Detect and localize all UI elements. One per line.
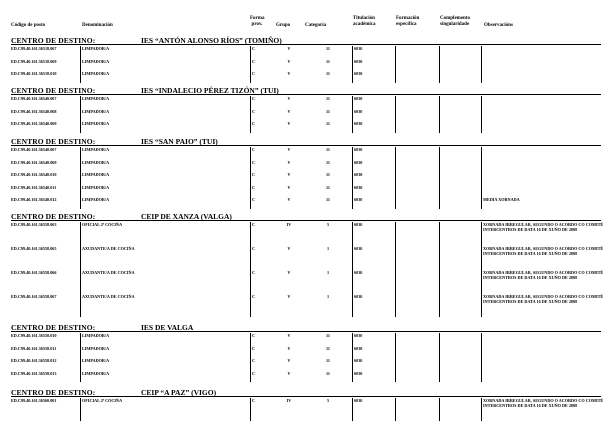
category: 11 bbox=[326, 172, 330, 178]
provision-form: C bbox=[252, 333, 256, 338]
academic-degree: 6030 bbox=[354, 184, 363, 190]
table-row bbox=[0, 223, 615, 247]
group: V bbox=[287, 159, 291, 165]
provision-form: C bbox=[252, 345, 256, 351]
academic-degree: 6030 bbox=[354, 294, 363, 299]
category: 11 bbox=[326, 108, 330, 114]
group: V bbox=[287, 358, 291, 364]
section-header bbox=[11, 323, 601, 333]
category: 11 bbox=[326, 96, 330, 101]
column-rule bbox=[439, 222, 440, 317]
provision-form: C bbox=[252, 398, 256, 403]
column-rule bbox=[352, 222, 353, 317]
category: 11 bbox=[326, 184, 330, 190]
column-rule bbox=[250, 46, 251, 83]
category: 11 bbox=[326, 71, 330, 77]
section-label: CENTRO DE DESTINO: bbox=[11, 323, 96, 332]
category: 5 bbox=[326, 398, 330, 403]
academic-degree: 6030 bbox=[354, 333, 363, 338]
table-row bbox=[0, 359, 615, 372]
academic-degree: 6030 bbox=[354, 370, 363, 376]
position-code: ED.C99.40.161.36540.011 bbox=[11, 184, 57, 190]
academic-degree: 6030 bbox=[354, 71, 363, 77]
table-row bbox=[0, 173, 615, 186]
position-denomination: LIMPADOR/A bbox=[82, 147, 110, 152]
academic-degree: 6030 bbox=[354, 96, 363, 101]
column-rule bbox=[439, 147, 440, 209]
table-row bbox=[0, 198, 615, 211]
position-code: ED.C99.40.161.36518.069 bbox=[11, 58, 57, 64]
provision-form: C bbox=[252, 172, 256, 178]
position-code: ED.C99.40.161.36540.010 bbox=[11, 172, 57, 178]
column-rule bbox=[250, 222, 251, 317]
table-row bbox=[0, 97, 615, 110]
header-codigo: Código de posto bbox=[11, 23, 46, 28]
category: 1 bbox=[326, 270, 330, 275]
table-row bbox=[0, 271, 615, 295]
category: 11 bbox=[326, 147, 330, 152]
position-denomination: AXUDANTE/A DE COCIÑA bbox=[82, 246, 135, 251]
provision-form: C bbox=[252, 46, 256, 51]
column-rule bbox=[352, 46, 353, 83]
section-divider bbox=[11, 220, 601, 221]
observations: XORNADA IRREGULAR, SEGUNDO O ACORDO CO COMITÉ INTERCENTROS DE DATA 16 DE XUÑO DE 2008 bbox=[483, 222, 604, 232]
section-header bbox=[11, 388, 601, 398]
position-code: ED.C99.40.161.36558.012 bbox=[11, 358, 57, 364]
section-name: CEIP “A PAZ” (VIGO) bbox=[141, 388, 217, 397]
category: 1 bbox=[326, 246, 330, 251]
table-row bbox=[0, 372, 615, 385]
category: 1 bbox=[326, 294, 330, 299]
category: 11 bbox=[326, 345, 330, 351]
column-rule bbox=[80, 96, 81, 133]
provision-form: C bbox=[252, 358, 256, 364]
category: 11 bbox=[326, 58, 330, 64]
group: V bbox=[287, 96, 291, 101]
table-row bbox=[0, 295, 615, 319]
column-rule bbox=[395, 147, 396, 209]
position-code: ED.C99.40.161.36540.069 bbox=[11, 121, 57, 127]
header-titulacion-line2: académica bbox=[353, 21, 376, 27]
group: V bbox=[287, 121, 291, 127]
position-code: ED.C99.40.161.36558.063 bbox=[11, 222, 57, 227]
header-observaciones: Observacións bbox=[484, 23, 513, 28]
academic-degree: 6030 bbox=[354, 108, 363, 114]
section-label: CENTRO DE DESTINO: bbox=[11, 137, 96, 146]
position-denomination: LIMPADOR/A bbox=[82, 172, 110, 178]
position-denomination: LIMPADOR/A bbox=[82, 333, 110, 338]
table-row bbox=[0, 399, 615, 423]
academic-degree: 6030 bbox=[354, 159, 363, 165]
position-code: ED.C99.40.161.36540.068 bbox=[11, 108, 57, 114]
observations: XORNADA IRREGULAR, SEGUNDO O ACORDO CO COMITÉ INTERCENTROS DE DATA 16 DE XUÑO DE 2008 bbox=[483, 270, 604, 280]
group: IV bbox=[286, 398, 292, 403]
category: 11 bbox=[326, 358, 330, 364]
academic-degree: 6030 bbox=[354, 270, 363, 275]
table-row bbox=[0, 148, 615, 161]
column-rule bbox=[352, 398, 353, 421]
column-rule bbox=[250, 398, 251, 421]
provision-form: C bbox=[252, 147, 256, 152]
header-complemento-line2: singularidade bbox=[440, 21, 470, 27]
header-titulacion-line1: Titulación bbox=[353, 16, 375, 21]
section-name: IES “INDALECIO PÉREZ TIZÓN” (TUI) bbox=[141, 86, 279, 95]
category: 11 bbox=[326, 121, 330, 127]
column-rule bbox=[481, 147, 482, 209]
group: IV bbox=[286, 222, 292, 227]
table-row bbox=[0, 47, 615, 60]
position-code: ED.C99.40.161.36558.066 bbox=[11, 270, 57, 275]
column-rule bbox=[250, 96, 251, 133]
position-code: ED.C99.40.161.36540.067 bbox=[11, 96, 57, 101]
header-denominacion: Denominación bbox=[82, 23, 113, 28]
group: V bbox=[287, 345, 291, 351]
provision-form: C bbox=[252, 121, 256, 127]
observations: XORNADA IRREGULAR, SEGUNDO O ACORDO CO COMITÉ INTERCENTROS DE DATA 16 DE XUÑO DE 2008 bbox=[483, 294, 604, 304]
header-complemento-line1: Complemento bbox=[440, 16, 470, 21]
header-categoria: Categoría bbox=[305, 23, 327, 28]
academic-degree: 6030 bbox=[354, 345, 363, 351]
column-rule bbox=[481, 333, 482, 382]
provision-form: C bbox=[252, 246, 256, 251]
group: V bbox=[287, 184, 291, 190]
section-divider bbox=[11, 331, 601, 332]
observations: XORNADA IRREGULAR, SEGUNDO O ACORDO CO COMITÉ INTERCENTROS DE DATA 16 DE XUÑO DE 2008 bbox=[483, 246, 604, 256]
column-rule bbox=[352, 333, 353, 382]
section-divider bbox=[11, 94, 601, 95]
group: V bbox=[287, 270, 291, 275]
position-denomination: LIMPADOR/A bbox=[82, 370, 110, 376]
column-rule bbox=[250, 147, 251, 209]
column-rule bbox=[80, 46, 81, 83]
provision-form: C bbox=[252, 197, 256, 203]
position-code: ED.C99.40.161.36558.067 bbox=[11, 294, 57, 299]
academic-degree: 6030 bbox=[354, 147, 363, 152]
column-rule bbox=[481, 222, 482, 317]
header-formacion bbox=[396, 16, 419, 27]
academic-degree: 6030 bbox=[354, 46, 363, 51]
section-name: CEIP DE XANZA (VALGA) bbox=[141, 212, 232, 221]
section-label: CENTRO DE DESTINO: bbox=[11, 86, 96, 95]
column-rule bbox=[80, 398, 81, 421]
column-rule bbox=[352, 147, 353, 209]
column-rule bbox=[395, 333, 396, 382]
position-code: ED.C99.40.161.36518.067 bbox=[11, 46, 57, 51]
category: 11 bbox=[326, 46, 330, 51]
section-divider bbox=[11, 145, 601, 146]
section-label: CENTRO DE DESTINO: bbox=[11, 36, 96, 45]
header-forma-line2: prov. bbox=[251, 21, 263, 27]
academic-degree: 6030 bbox=[354, 246, 363, 251]
header-grupo: Grupo bbox=[276, 23, 291, 28]
section-label: CENTRO DE DESTINO: bbox=[11, 388, 96, 397]
column-rule bbox=[395, 222, 396, 317]
column-rule bbox=[439, 333, 440, 382]
position-code: ED.C99.40.161.36540.067 bbox=[11, 147, 57, 152]
group: V bbox=[287, 108, 291, 114]
observations: MEDIA XORNADA bbox=[483, 197, 520, 203]
position-denomination: AXUDANTE/A DE COCIÑA bbox=[82, 270, 135, 275]
group: V bbox=[287, 46, 291, 51]
academic-degree: 6030 bbox=[354, 398, 363, 403]
position-code: ED.C99.40.161.36560.001 bbox=[11, 398, 57, 403]
academic-degree: 6030 bbox=[354, 58, 363, 64]
provision-form: C bbox=[252, 222, 256, 227]
position-code: ED.C99.40.161.36558.010 bbox=[11, 333, 57, 338]
provision-form: C bbox=[252, 96, 256, 101]
column-rule bbox=[439, 398, 440, 421]
position-denomination: LIMPADOR/A bbox=[82, 108, 110, 114]
position-denomination: AXUDANTE/A DE COCIÑA bbox=[82, 294, 135, 299]
position-denomination: LIMPADOR/A bbox=[82, 71, 110, 77]
section-name: IES DE VALGA bbox=[141, 323, 194, 332]
provision-form: C bbox=[252, 71, 256, 77]
table-row bbox=[0, 247, 615, 271]
position-denomination: OFICIAL 2ª COCIÑA bbox=[82, 398, 123, 403]
section-header bbox=[11, 86, 601, 96]
position-denomination: LIMPADOR/A bbox=[82, 345, 110, 351]
group: V bbox=[287, 333, 291, 338]
column-rule bbox=[395, 46, 396, 83]
section-header bbox=[11, 137, 601, 147]
column-rule bbox=[395, 398, 396, 421]
position-denomination: OFICIAL 2ª COCIÑA bbox=[82, 222, 123, 227]
provision-form: C bbox=[252, 370, 256, 376]
section-label: CENTRO DE DESTINO: bbox=[11, 212, 96, 221]
table-row bbox=[0, 72, 615, 85]
section-header bbox=[11, 212, 601, 222]
column-rule bbox=[439, 46, 440, 83]
column-rule bbox=[80, 333, 81, 382]
position-denomination: LIMPADOR/A bbox=[82, 197, 110, 203]
group: V bbox=[287, 71, 291, 77]
section-name: IES “SAN PAIO” (TUI) bbox=[141, 137, 218, 146]
group: V bbox=[287, 246, 291, 251]
section-name: IES “ANTÓN ALONSO RÍOS” (TOMIÑO) bbox=[141, 36, 282, 45]
column-rule bbox=[481, 46, 482, 83]
position-code: ED.C99.40.161.36558.065 bbox=[11, 246, 57, 251]
header-complemento bbox=[440, 16, 470, 27]
column-rule bbox=[352, 96, 353, 133]
academic-degree: 6030 bbox=[354, 222, 363, 227]
table-row bbox=[0, 122, 615, 135]
column-rule bbox=[80, 147, 81, 209]
group: V bbox=[287, 197, 291, 203]
category: 11 bbox=[326, 333, 330, 338]
table-row bbox=[0, 334, 615, 347]
provision-form: C bbox=[252, 58, 256, 64]
provision-form: C bbox=[252, 159, 256, 165]
provision-form: C bbox=[252, 184, 256, 190]
section-divider bbox=[11, 396, 601, 397]
section-header bbox=[11, 36, 601, 46]
header-forma-line1: Forma bbox=[250, 16, 265, 21]
group: V bbox=[287, 147, 291, 152]
category: 5 bbox=[326, 222, 330, 227]
header-forma bbox=[250, 16, 264, 27]
header-titulacion bbox=[353, 16, 376, 27]
column-rule bbox=[481, 96, 482, 133]
group: V bbox=[287, 58, 291, 64]
provision-form: C bbox=[252, 108, 256, 114]
category: 11 bbox=[326, 370, 330, 376]
header-formacion-line1: Formación bbox=[396, 16, 420, 21]
group: V bbox=[287, 294, 291, 299]
column-rule bbox=[395, 96, 396, 133]
position-denomination: LIMPADOR/A bbox=[82, 96, 110, 101]
position-denomination: LIMPADOR/A bbox=[82, 184, 110, 190]
academic-degree: 6030 bbox=[354, 172, 363, 178]
position-denomination: LIMPADOR/A bbox=[82, 58, 110, 64]
column-rule bbox=[250, 333, 251, 382]
position-denomination: LIMPADOR/A bbox=[82, 159, 110, 165]
provision-form: C bbox=[252, 270, 256, 275]
position-code: ED.C99.40.161.36540.012 bbox=[11, 197, 57, 203]
position-denomination: LIMPADOR/A bbox=[82, 46, 110, 51]
group: V bbox=[287, 172, 291, 178]
header-formacion-line2: específica bbox=[396, 21, 417, 27]
column-rule bbox=[481, 398, 482, 421]
position-code: ED.C99.40.161.36558.011 bbox=[11, 345, 57, 351]
academic-degree: 6030 bbox=[354, 358, 363, 364]
observations: XORNADA IRREGULAR, SEGUNDO O ACORDO CO COMITÉ INTERCENTROS DE DATA 16 DE XUÑO DE 2008 bbox=[483, 398, 604, 408]
column-rule bbox=[80, 222, 81, 317]
group: V bbox=[287, 370, 291, 376]
position-code: ED.C99.40.161.36558.013 bbox=[11, 370, 57, 376]
section-divider bbox=[11, 44, 601, 45]
category: 11 bbox=[326, 159, 330, 165]
provision-form: C bbox=[252, 294, 256, 299]
position-code: ED.C99.40.161.36540.069 bbox=[11, 159, 57, 165]
academic-degree: 6030 bbox=[354, 197, 363, 203]
academic-degree: 6030 bbox=[354, 121, 363, 127]
category: 11 bbox=[326, 197, 330, 203]
position-denomination: LIMPADOR/A bbox=[82, 121, 110, 127]
column-rule bbox=[439, 96, 440, 133]
position-code: ED.C99.40.161.36518.010 bbox=[11, 71, 57, 77]
position-denomination: LIMPADOR/A bbox=[82, 358, 110, 364]
